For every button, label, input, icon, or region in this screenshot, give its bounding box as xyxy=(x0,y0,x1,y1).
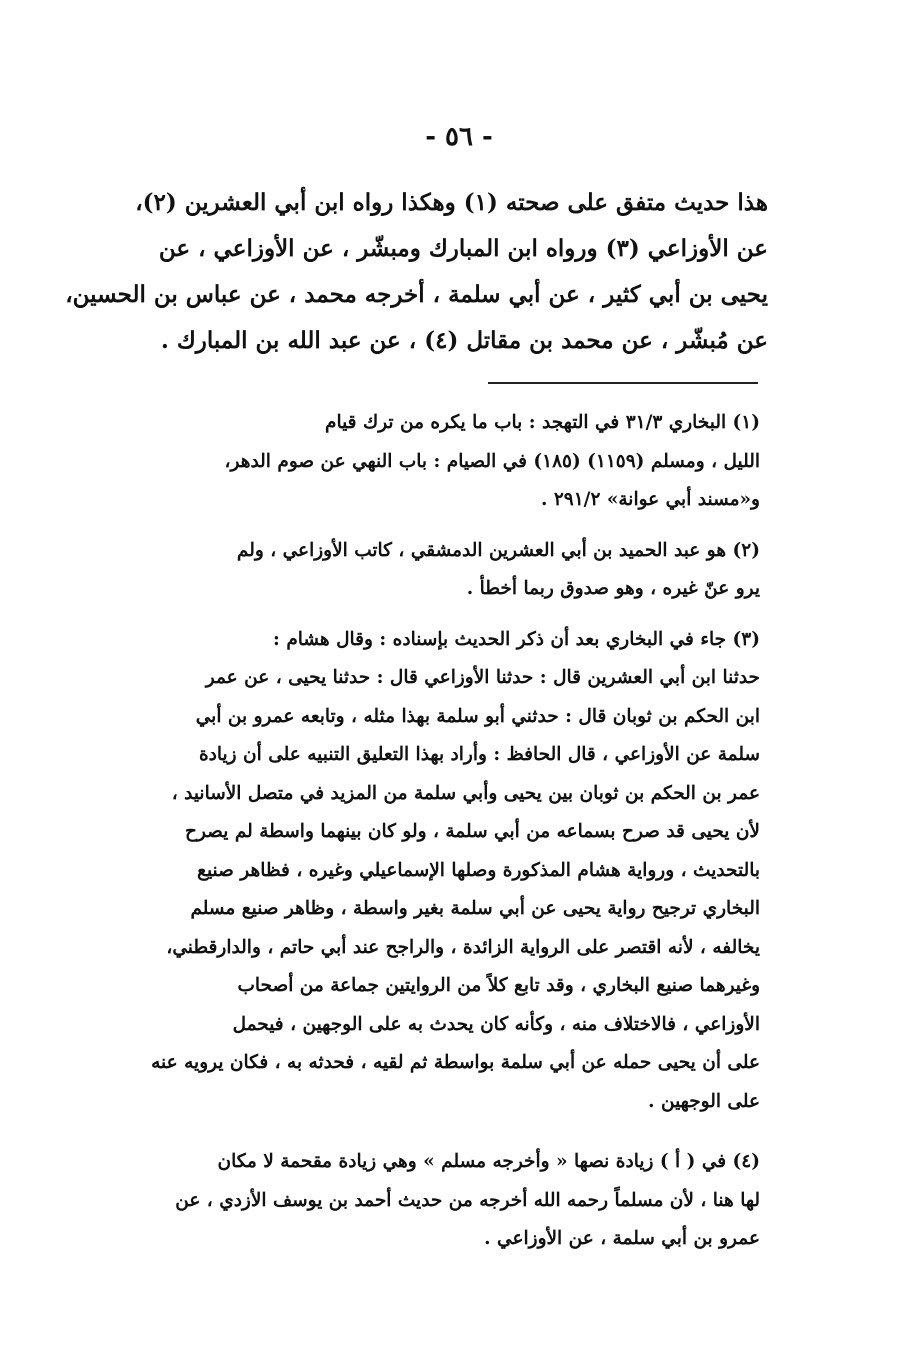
footnote-divider xyxy=(488,382,758,384)
footnote-line: لها هنا ، لأن مسلماً رحمه الله أخرجه من حديث أحمد بن يوسف الأزدي ، عن xyxy=(175,1189,760,1211)
footnote-line: البخاري ترجيح رواية يحيى عن أبي سلمة بغير واسطة ، وظاهر صنيع مسلم xyxy=(190,898,760,919)
footnote-line: و«مسند أبي عوانة» ٢٩١/٢ . xyxy=(540,489,760,510)
footnote-line: (٣) جاء في البخاري بعد أن ذكر الحديث بإسناده : وقال هشام : xyxy=(273,628,760,650)
footnote-line: (٢) هو عبد الحميد بن أبي العشرين الدمشقي ، كاتب الأوزاعي ، ولم xyxy=(236,539,760,561)
main-text-line: يحيى بن أبي كثير ، عن أبي سلمة ، أخرجه محمد ، عن عباس بن الحسين، xyxy=(65,281,768,308)
footnote-line: وغيرهما صنيع البخاري ، وقد تابع كلاً من الروايتين جماعة من أصحاب xyxy=(237,975,760,996)
footnote-line: عمرو بن أبي سلمة ، عن الأوزاعي . xyxy=(484,1228,760,1249)
footnote-3 xyxy=(104,621,760,1122)
footnote-line: على الوجهين . xyxy=(648,1090,760,1112)
footnote-line: (٤) في ( أ ) زيادة نصها « وأخرجه مسلم » وهي زيادة مقحمة لا مكان xyxy=(217,1151,760,1172)
main-text-line: عن الأوزاعي (٣) ورواه ابن المبارك ومبشّر ، عن الأوزاعي ، عن xyxy=(158,235,768,262)
footnote-line: على أن يحيى حمله عن أبي سلمة بواسطة ثم لقيه ، فحدثه به ، فكان يرويه عنه xyxy=(151,1052,760,1073)
footnote-1 xyxy=(104,404,760,520)
footnote-line: يخالفه ، لأنه اقتصر على الرواية الزائدة ، والراجح عند أبي حاتم ، والدارقطني، xyxy=(166,936,760,958)
footnote-line: (١) البخاري ٣١/٣ في التهجد : باب ما يكره من ترك قيام xyxy=(324,412,760,433)
footnote-line: ابن الحكم بن ثوبان قال : حدثني أبو سلمة بهذا مثله ، وتابعه عمرو بن أبي xyxy=(195,705,760,727)
main-text-line: هذا حديث متفق على صحته (١) وهكذا رواه ابن أبي العشرين (٢)، xyxy=(135,189,768,216)
page-number: - ٥٦ - xyxy=(425,122,493,152)
main-text-line: عن مُبشّر ، عن محمد بن مقاتل (٤) ، عن عبد الله بن المبارك . xyxy=(160,327,768,354)
footnote-line: يرو عنّ غيره ، وهو صدوق ربما أخطأ . xyxy=(466,578,760,599)
footnotes xyxy=(104,404,760,1267)
footnote-line: بالتحديث ، ورواية هشام المذكورة وصلها الإسماعيلي وغيره ، فظاهر صنيع xyxy=(197,859,760,881)
footnote-line: سلمة عن الأوزاعي ، قال الحافظ : وأراد بهذا التعليق التنبيه على أن زيادة xyxy=(198,744,760,765)
footnote-line: حدثنا ابن أبي العشرين قال : حدثنا الأوزاعي قال : حدثنا يحيى ، عن عمر xyxy=(205,667,760,688)
footnote-line: الليل ، ومسلم (١١٥٩) (١٨٥) في الصيام : باب النهي عن صوم الدهر، xyxy=(224,450,760,472)
footnote-2 xyxy=(104,532,760,609)
footnote-4 xyxy=(104,1143,760,1259)
main-text xyxy=(65,180,768,364)
footnote-line: لأن يحيى قد صرح بسماعه من أبي سلمة ، ولو كان بينهما واسطة لم يصرح xyxy=(185,821,760,842)
footnote-line: عمر بن الحكم بن ثوبان بين يحيى وأبي سلمة من المزيد في متصل الأسانيد ، xyxy=(171,782,760,804)
footnote-line: الأوزاعي ، فالاختلاف منه ، وكأنه كان يحدث به على الوجهين ، فيحمل xyxy=(232,1013,760,1035)
